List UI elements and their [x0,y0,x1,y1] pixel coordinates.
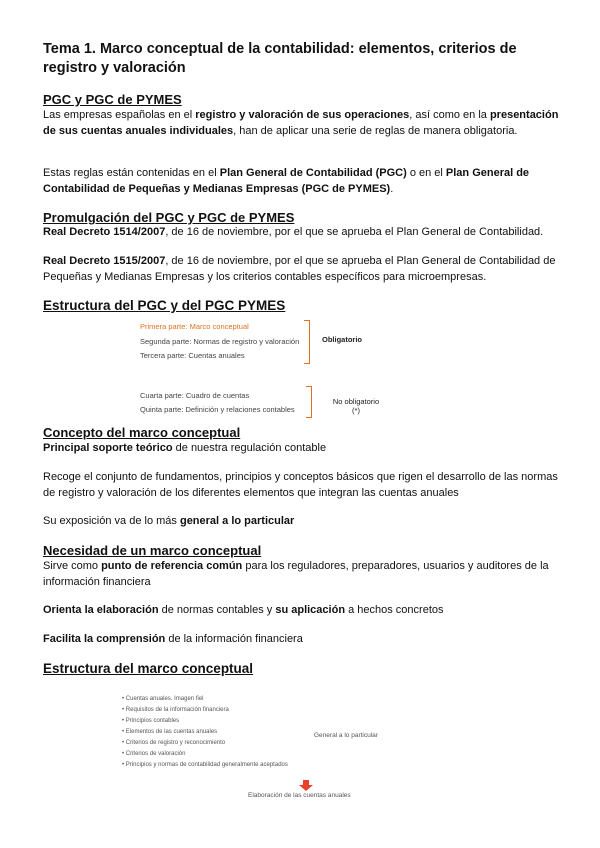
heading-necesidad: Necesidad de un marco conceptual [43,543,262,558]
figure-item: • Requisitos de la información financiera [122,707,229,713]
brace-obligatorio [304,320,310,364]
paragraph-orienta: Orienta la elaboración de normas contables y su aplicación a hechos concretos [43,604,444,616]
heading-estructura-pgc: Estructura del PGC y del PGC PYMES [43,298,286,313]
figure-item: Quinta parte: Definición y relaciones contables [140,405,295,414]
paragraph-facilita: Facilita la comprensión de la información financiera [43,633,303,645]
figure-item: Cuarta parte: Cuadro de cuentas [140,391,250,400]
figure-item: • Elementos de las cuentas anuales [122,729,218,735]
paragraph-soporte: Principal soporte teórico de nuestra regulación contable [43,442,327,454]
tag-obligatorio: Obligatorio [322,335,362,344]
elaboracion-label: Elaboración de las cuentas anuales [248,792,351,799]
paragraph-recoge: Recoge el conjunto de fundamentos, principios y conceptos básicos que rigen el desarrollo de las normas de registro y valoración de los diferentes elementos que integran las cuentas anuales [43,471,558,499]
tag-no-obligatorio: No obligatorio (*) [332,397,380,415]
estructura-pgc-figure [130,318,430,423]
heading-concepto: Concepto del marco conceptual [43,425,241,440]
paragraph-rd-1514: Real Decreto 1514/2007, de 16 de noviembre, por el que se aprueba el Plan General de Contabilidad. [43,226,544,238]
figure-item: • Principios y normas de contabilidad generalmente aceptados [122,762,288,768]
heading-promulgacion: Promulgación del PGC y PGC de PYMES [43,210,295,225]
general-particular-label: General a lo particular [314,732,378,739]
heading-estructura-marco: Estructura del marco conceptual [43,661,254,676]
paragraph-reglas: Las empresas españolas en el registro y valoración de sus operaciones, así como en la presentación de sus cuentas anuales individuales, han de aplicar una serie de reglas de manera obligatoria. [43,109,559,137]
brace-no-obligatorio [306,386,312,418]
estructura-marco-figure [118,690,418,805]
paragraph-rd-1515: Real Decreto 1515/2007, de 16 de noviembre, por el que se aprueba el Plan General de Contabilidad de Pequeñas y Medianas Empresas y los criterios contables específicos para microempresas. [43,255,556,283]
figure-item: • Principios contables [122,718,180,724]
figure-item: • Cuentas anuales. Imagen fiel [122,696,204,702]
figure-item: • Criterios de valoración [122,751,186,757]
paragraph-exposicion: Su exposición va de lo más general a lo particular [43,515,295,527]
heading-pgc-pymes: PGC y PGC de PYMES [43,92,182,107]
figure-item: Tercera parte: Cuentas anuales [140,351,245,360]
paragraph-planes: Estas reglas están contenidas en el Plan General de Contabilidad (PGC) o en el Plan General de Contabilidad de Pequeñas y Medianas Empresas (PGC de PYMES). [43,167,530,195]
document-title: Tema 1. Marco conceptual de la contabilidad: elementos, criterios de registro y valoración [43,41,517,76]
figure-item: • Criterios de registro y reconocimiento [122,740,226,746]
figure-item: Segunda parte: Normas de registro y valoración [140,337,300,346]
figure-item: Primera parte: Marco conceptual [140,322,249,331]
paragraph-referencia: Sirve como punto de referencia común para los reguladores, preparadores, usuarios y auditores de la información financiera [43,560,549,588]
